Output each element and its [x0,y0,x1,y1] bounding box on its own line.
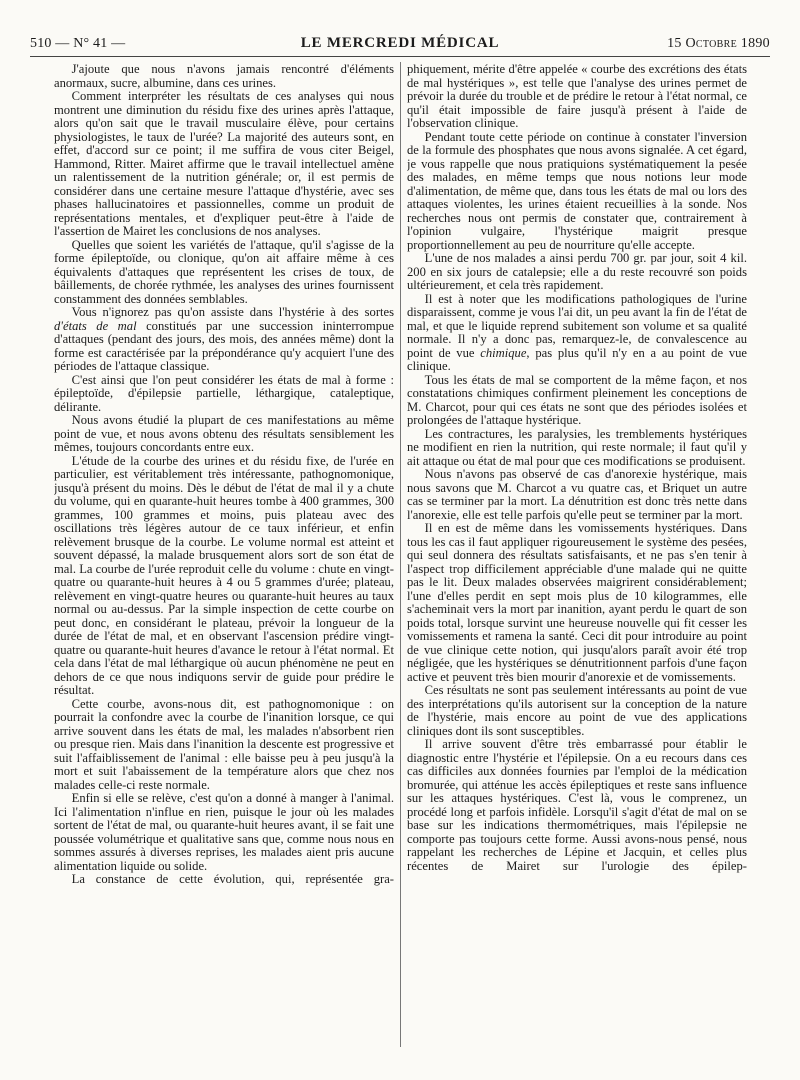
paragraph [407,131,747,253]
paragraph [54,792,394,873]
paragraph-text: Il arrive souvent d'être très embarrassé pour établir le diagnostic entre l'hystérie et l'épilepsie. On a eu recours dans ces cas difficiles aux données fournies par l'emploi de la médication bromurée, qui atténue les accès épileptiques et reste sans influence sur les attaques hystériques. C'est là, vous le comprenez, un procédé long et parfois infidèle. Lorsqu'il s'agit d'état de mal on se base sur les indications thermométriques, mais l'épilepsie ne comporte pas toujours cette forme. Aussi avons-nous pensé, nous rappelant les recherches de Lépine et Jacquin, et celles plus récentes de Mairet sur l'urologie des épilep- [407,737,747,873]
italic-text: chimique [480,345,527,360]
header-rule [30,56,770,57]
paragraph-text: Ces résultats ne sont pas seulement intéressants au point de vue des interprétations qu'ils autorisent sur la conception de la nature de l'hystérie, mais encore au point de vue des applications cliniques dont ils sont susceptibles. [407,683,747,738]
page-number: 510 — N° 41 — [30,36,126,51]
paragraph [54,374,394,415]
paragraph [54,698,394,793]
paragraph-text: L'étude de la courbe des urines et du résidu fixe, de l'urée en particulier, est véritablement très intéressante, pathognomonique, jusqu'à présent du moins. Dès le début de l'état de mal il y a chute du volume, qui en quarante-huit heures tombe à 400 grammes, 300 grammes, 100 grammes et moins, puis plateau avec des oscillations très légères autour de ce taux inférieur, et enfin relèvement brusque de la courbe. Le volume normal est atteint et souvent dépassé, la malade brusquement alors sort de son état de mal. La courbe de l'urée reproduit celle du volume : chute en vingt-quatre ou quarante-huit heures à 4 ou 5 grammes d'urée; plateau, relèvement en vingt-quatre heures ou quarante-huit heures au taux normal ou au-dessus. Par la simple inspection de cette courbe on peut donc, en considérant le plateau, prévoir la longueur de la durée de l'état de mal, et en observant l'ascension prédire vingt-quatre ou quarante-huit heures d'avance le retour à l'état normal. Et cela dans l'état de mal léthargique où aucun phénomène ne peut en dehors de ce que nous indiquons servir de guide pour prédire le résultat. [54,453,394,697]
paragraph-text: Quelles que soient les variétés de l'attaque, qu'il s'agisse de la forme épileptoïde, ou clonique, qu'on ait affaire même à ces équivalents d'attaques que représentent les crises de toux, de bâillements, de chorée rythmée, les analyses des urines fournissent constamment des données semblables. [54,237,394,306]
right-column [407,63,747,1071]
page-header [30,34,770,54]
paragraph-text: Il est à noter que les modifications pathologiques de l'urine disparaissent, comme je vous l'ai dit, un peu avant la fin de l'état de mal, et que le liquide reprend subitement son volume et sa qualité normale. Il n'y a donc pas, remarquez-le, de convalescence au point de vue [407,291,747,360]
paragraph [54,63,394,90]
paragraph-text: Il en est de même dans les vomissements hystériques. Dans tous les cas il faut appliquer rigoureusement le système des pesées, qui seul donnera des résultats satisfaisants, et ne pas s'en tenir à l'aspect trop difficilement appréciable d'une malade qui ne quitte pas le lit. Deux malades observées maigrirent considérablement; l'une d'elles perdit en sept mois plus de 10 kilogrammes, elle s'acheminait vers la mort par inanition, ayant perdu le quart de son poids total, lorsque survint une heureuse nouvelle qui fit cesser les vomissements et ramena la santé. Ceci dit pour introduire au point de vue clinique cette notion, qui jusqu'alors paraît avoir été trop négligée, que les hystériques se dénutritionnent parfois d'une façon active et peuvent très bien mourir d'anorexie et de vomissements. [407,521,747,684]
paragraph [54,455,394,698]
paragraph [407,684,747,738]
paragraph [54,414,394,455]
paragraph-text: Pendant toute cette période on continue à constater l'inversion de la formule des phosphates que nous avons signalée. A cet égard, je vous rappelle que nous pratiquions systématiquement la pesée des malades, en même temps que nous notions leur mode d'alimentation, de même que, dans tous les états de mal ou lors des attaques violentes, les urines étaient recueillies à la sonde. Nos recherches nous ont permis de constater que, contrairement à l'opinion vulgaire, l'hystérique maigrit presque proportionnellement au peu de nourriture qu'elle accepte. [407,129,747,252]
paragraph-text: , pas plus qu'il n'y en a au point de vue clinique. [407,345,747,373]
paragraph-text: Les contractures, les paralysies, les tremblements hystériques ne modifient en rien la nutrition, qui reste normale; il faut qu'il y ait attaque ou état de mal pour que ces modifications se produisent. [407,426,747,468]
paragraph-text: J'ajoute que nous n'avons jamais rencontré d'éléments anormaux, sucre, albumine, dans ces urines. [54,63,394,90]
paragraph-text: L'une de nos malades a ainsi perdu 700 gr. par jour, soit 4 kil. 200 en six jours de catalepsie; elle a du reste recouvré son poids ultérieurement, et cela très rapidement. [407,251,747,292]
masthead-title: LE MERCREDI MÉDICAL [300,35,500,51]
paragraph-text: Tous les états de mal se comportent de la même façon, et nos constatations chimiques confirment pleinement les conceptions de M. Charcot, pour qui ces états ne sont que des périodes isolées et prolongées de l'attaque hystérique. [407,372,747,427]
paragraph-text: C'est ainsi que l'on peut considérer les états de mal à forme : épileptoïde, d'épilepsie partielle, léthargique, cataleptique, délirante. [54,372,394,414]
paragraph [54,873,394,887]
paragraph-text: constitués par une succession ininterrompue d'attaques (pendant des jours, des mois, des années même) dont la forme est caractérisée par la prépondérance qu'y acquiert l'une des périodes de l'attaque classique. [54,318,394,373]
paragraph [407,374,747,428]
paragraph [54,239,394,307]
paragraph [407,738,747,873]
paragraph-text: Enfin si elle se relève, c'est qu'on a donné à manger à l'animal. Ici l'alimentation n'influe en rien, puisque le jour où les malades sortent de l'état de mal, ou quarante-huit heures avant, il se fait une poussée volumétrique et qualitative sans que, comme nous nous en sommes assurés à diverses reprises, les malades aient pris aucune alimentation liquide ou solide. [54,791,394,873]
column-divider [400,62,401,1047]
paragraph [407,428,747,469]
paragraph [407,293,747,374]
paragraph-text: La constance de cette évolution, qui, représentée gra- [71,872,394,886]
paragraph-text: Cette courbe, avons-nous dit, est pathognomonique : on pourrait la confondre avec la courbe de l'inanition lorsque, ce qui arrive souvent dans les états de mal, les malades n'absorbent rien ou presque rien. Mais dans l'inanition la descente est progressive et suit l'affaiblissement de l'animal : elle baisse peu à peu jusqu'à la mort et suit l'abaissement de la température alors que chez nos malades celle-ci reste normale. [54,696,394,792]
paragraph [407,468,747,522]
paragraph [54,90,394,239]
left-column [54,63,394,1071]
italic-text: d'états de mal [54,318,137,333]
paragraph-text: Nous avons étudié la plupart de ces manifestations au même point de vue, et nous avons obtenu des résultats sensiblement les mêmes, toujours concordants entre eux. [54,413,394,454]
issue-date: 15 Octobre 1890 [667,36,770,51]
paragraph-text: Vous n'ignorez pas qu'on assiste dans l'hystérie à des sortes [71,305,394,319]
paragraph [407,252,747,293]
paragraph-text: Nous n'avons pas observé de cas d'anorexie hystérique, mais nous savons que M. Charcot a vu quatre cas, et Briquet un autre cas se terminer par la mort. La dénutrition est donc très nette dans l'anorexie, elle est telle parfois qu'elle peut se terminer par la mort. [407,467,747,522]
paragraph-text: Comment interpréter les résultats de ces analyses qui nous montrent une diminution du résidu fixe des urines après l'attaque, alors qu'on sait que le travail musculaire élève, pour certains physiologistes, le taux de l'urée? La majorité des auteurs sont, en effet, d'accord sur ce point; il me suffira de vous citer Beigel, Hammond, Ritter. Mairet affirme que le travail intellectuel amène un ralentissement de la nutrition générale; or, il est permis de considérer dans une certaine mesure l'attaque d'hystérie, avec ses phases hallucinatoires et passionnelles, comme un produit de représentations mentales, et d'expliquer peut-être à l'aide de l'assertion de Mairet les conclusions de nos analyses. [54,89,394,238]
paragraph-text: phiquement, mérite d'être appelée « courbe des excrétions des états de mal hystériques », est telle que l'analyse des urines permet de prévoir la durée du trouble et de prédire le retour à l'état normal, ce qu'il était impossible de faire jusqu'à présent à l'aide de l'observation clinique. [407,63,747,130]
paragraph [54,306,394,374]
paragraph [407,63,747,131]
paragraph [407,522,747,684]
